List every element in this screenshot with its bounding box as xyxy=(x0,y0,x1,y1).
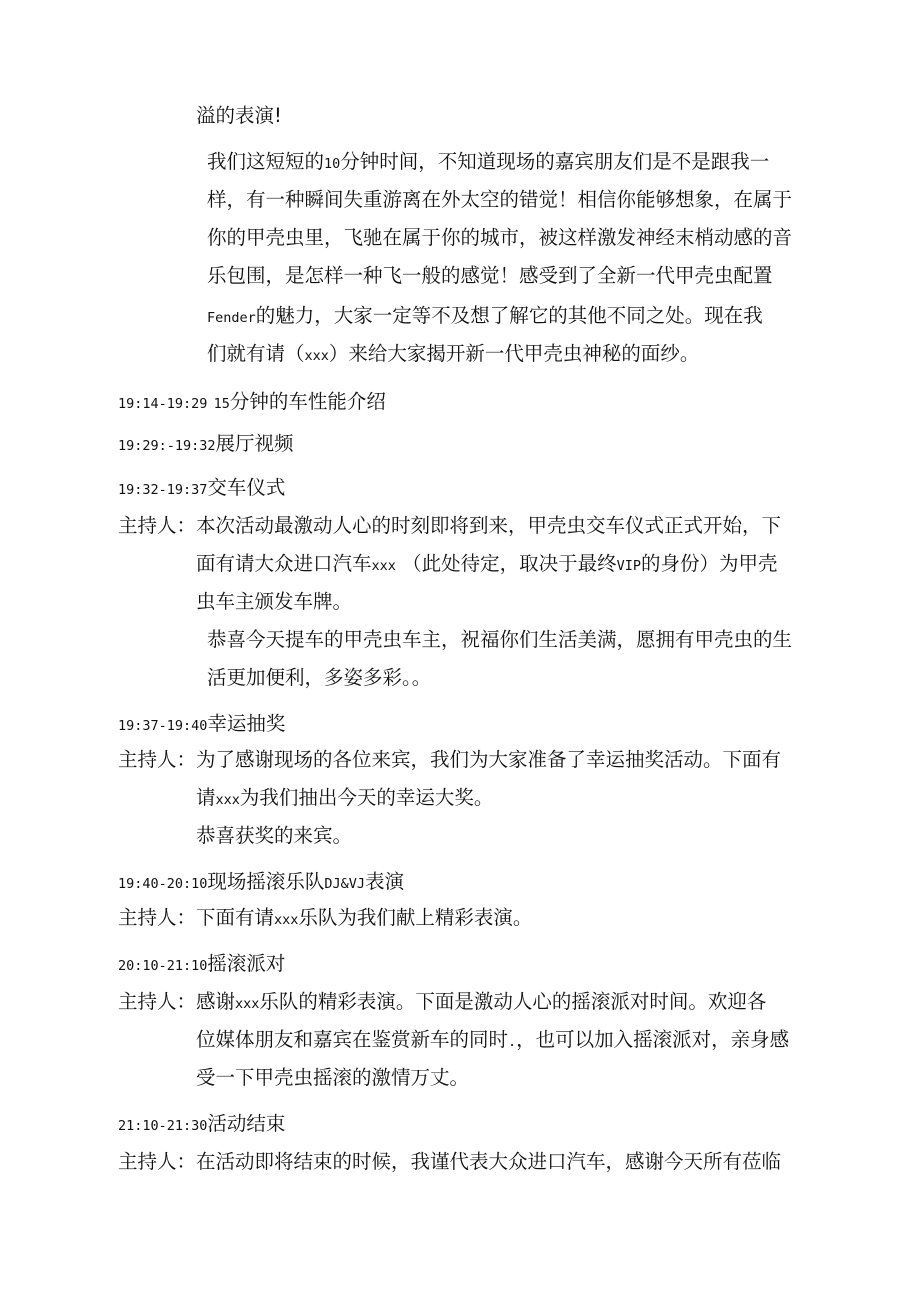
text-line: 主持人：为了感谢现场的各位来宾，我们为大家准备了幸运抽奖活动。下面有 xyxy=(118,748,782,771)
text-line: 虫车主颁发车牌。 xyxy=(196,590,353,613)
text-line: 受一下甲壳虫摇滚的激情万丈。 xyxy=(196,1066,470,1089)
text-line: 我们这短短的10分钟时间，不知道现场的嘉宾朋友们是不是跟我一 xyxy=(207,150,770,173)
schedule-heading: 19:29:-19:32展厅视频 xyxy=(118,432,294,455)
text-line: 恭喜今天提车的甲壳虫车主，祝福你们生活美满，愿拥有甲壳虫的生 xyxy=(207,628,793,651)
text-line: 主持人：感谢xxx乐队的精彩表演。下面是激动人心的摇滚派对时间。欢迎各 xyxy=(118,990,767,1013)
text-line: 主持人：在活动即将结束的时候，我谨代表大众进口汽车，感谢今天所有莅临 xyxy=(118,1150,782,1173)
schedule-heading: 19:32-19:37交车仪式 xyxy=(118,476,286,499)
text-line: 溢的表演! xyxy=(196,104,282,127)
text-line: 样，有一种瞬间失重游离在外太空的错觉！相信你能够想象，在属于 xyxy=(207,188,793,211)
text-line: Fender的魅力，大家一定等不及想了解它的其他不同之处。现在我 xyxy=(207,304,763,327)
text-line: 你的甲壳虫里，飞驰在属于你的城市，被这样激发神经末梢动感的音 xyxy=(207,226,793,249)
schedule-heading: 19:40-20:10现场摇滚乐队DJ&VJ表演 xyxy=(118,870,405,893)
text-line: 请xxx为我们抽出今天的幸运大奖。 xyxy=(196,786,494,809)
text-line: 们就有请（xxx）来给大家揭开新一代甲壳虫神秘的面纱。 xyxy=(207,342,700,365)
text-line: 乐包围，是怎样一种飞一般的感觉！感受到了全新一代甲壳虫配置 xyxy=(207,264,773,287)
text-line: 主持人：下面有请xxx乐队为我们献上精彩表演。 xyxy=(118,906,533,929)
schedule-heading: 20:10-21:10摇滚派对 xyxy=(118,952,286,975)
text-line: 恭喜获奖的来宾。 xyxy=(196,824,353,847)
schedule-heading: 21:10-21:30活动结束 xyxy=(118,1112,286,1135)
text-line: 位媒体朋友和嘉宾在鉴赏新车的同时.，也可以加入摇滚派对，亲身感 xyxy=(196,1028,790,1051)
text-line: 面有请大众进口汽车xxx （此处待定，取决于最终VIP的身份）为甲壳 xyxy=(196,552,778,575)
text-line: 主持人：本次活动最激动人心的时刻即将到来，甲壳虫交车仪式正式开始，下 xyxy=(118,514,782,537)
text-line: 活更加便利，多姿多彩。。 xyxy=(207,666,432,689)
schedule-heading: 19:14-19:29 15分钟的车性能介绍 xyxy=(118,390,386,413)
schedule-heading: 19:37-19:40幸运抽奖 xyxy=(118,712,286,735)
